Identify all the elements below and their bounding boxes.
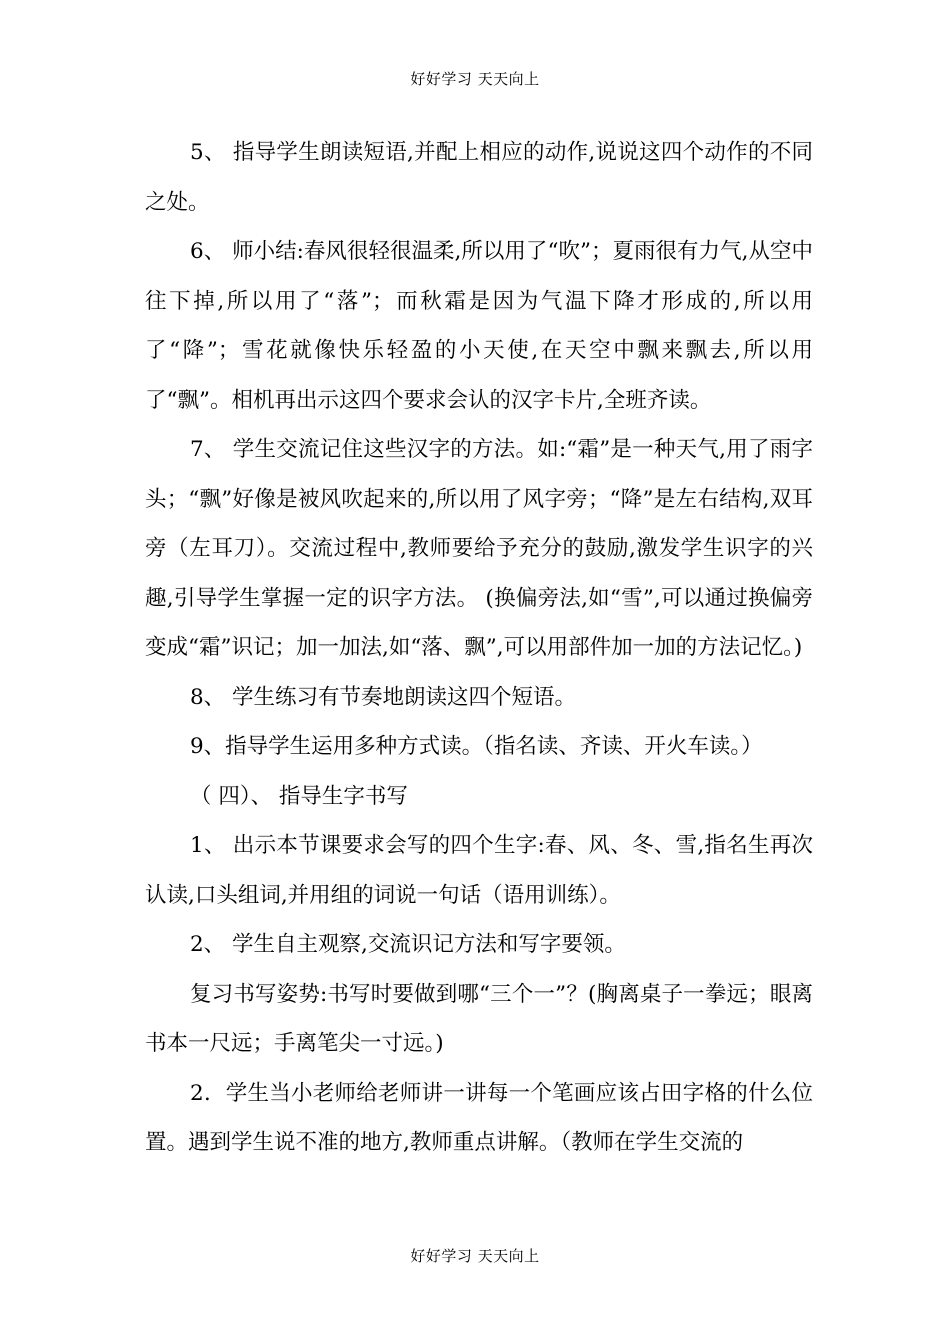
paragraph-8: 8、 学生练习有节奏地朗读这四个短语。 <box>190 684 577 710</box>
section-heading: （ 四）、 指导生字书写 <box>190 783 408 809</box>
page-footer: 好好学习 天天向上 <box>410 1247 540 1265</box>
paragraph-writing-1: 1、 出示本节课要求会写的四个生字:春、风、冬、雪,指名生再次认读,口头组词,并用组的词说一句话（语用训练）。 <box>145 833 813 908</box>
paragraph-5: 5、 指导学生朗读短语,并配上相应的动作,说说这四个动作的不同之处。 <box>145 140 813 215</box>
paragraph-7: 7、 学生交流记住这些汉字的方法。如:“霜”是一种天气,用了雨字头；“飘”好像是被风吹起来的,所以用了风字旁；“降”是左右结构,双耳旁（左耳刀）。交流过程中,教师要给予充分的鼓励,激发学生识字的兴趣,引导学生掌握一定的识字方法。 (换偏旁法,如“雪”,可以通过换偏旁变成“霜”识记；加一加法,如“落、飘”,可以用部件加一加的方法记忆。) <box>145 437 813 660</box>
document-body <box>145 128 813 1168</box>
paragraph-9: 9、指导学生运用多种方式读。（指名读、齐读、开火车读。） <box>190 734 763 759</box>
paragraph-6: 6、 师小结:春风很轻很温柔,所以用了“吹”；夏雨很有力气,从空中往下掉,所以用了“落”；而秋霜是因为气温下降才形成的,所以用了“降”；雪花就像快乐轻盈的小天使,在天空中飘来飘去,所以用了“飘”。相机再出示这四个要求会认的汉字卡片,全班齐读。 <box>145 239 813 413</box>
paragraph-posture: 复习书写姿势:书写时要做到哪“三个一”？(胸离桌子一拳远；眼离书本一尺远；手离笔尖一寸远。) <box>145 981 813 1056</box>
paragraph-writing-2: 2、 学生自主观察,交流识记方法和写字要领。 <box>190 932 626 957</box>
paragraph-little-teacher: 2．学生当小老师给老师讲一讲每一个笔画应该占田字格的什么位置。遇到学生说不准的地方,教师重点讲解。（教师在学生交流的 <box>145 1080 813 1155</box>
page-header: 好好学习 天天向上 <box>410 70 540 88</box>
